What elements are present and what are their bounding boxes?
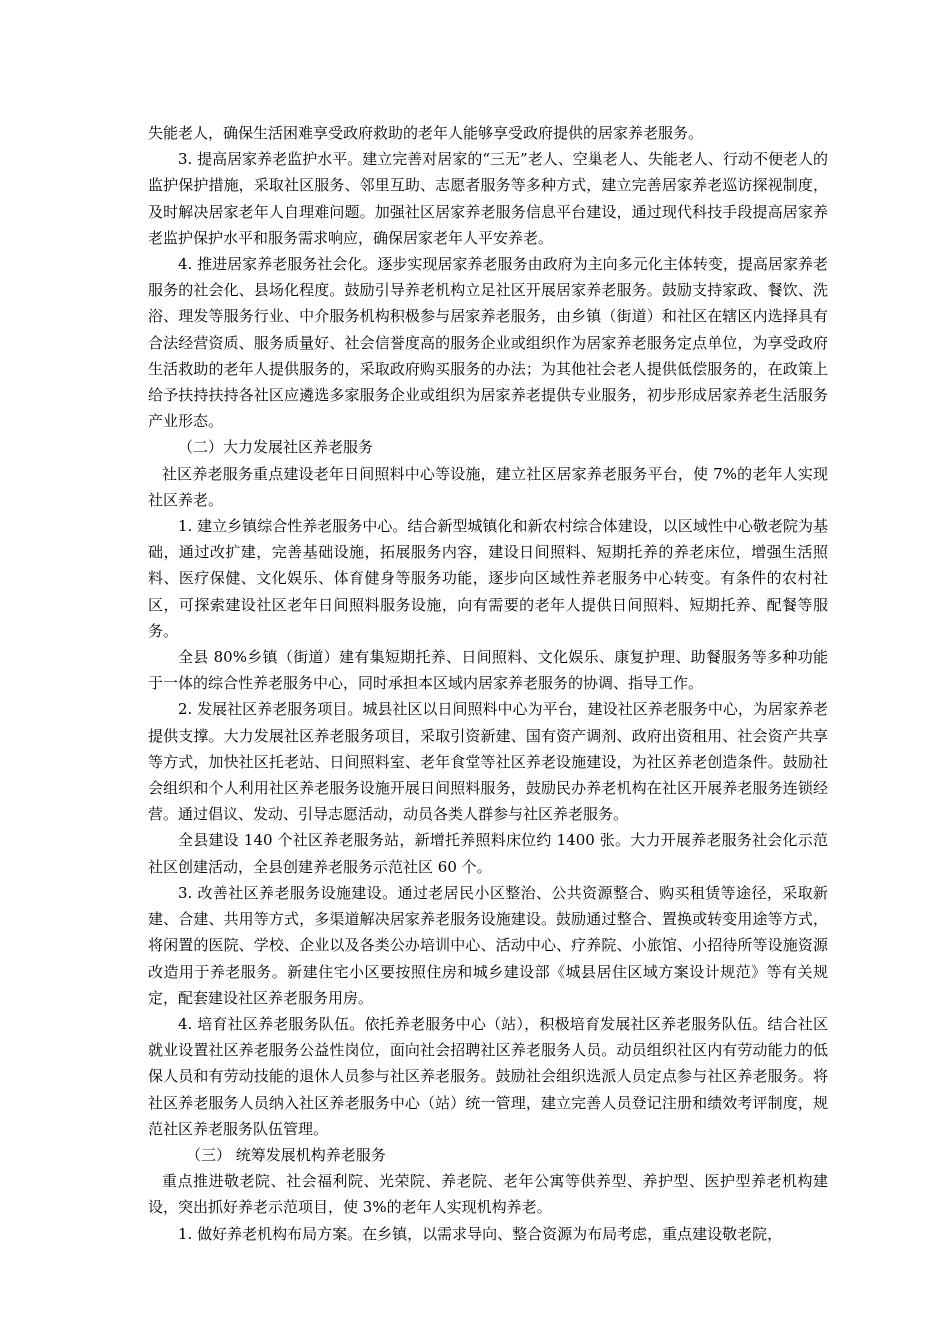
paragraph-item-3: 3. 提高居家养老监护水平。建立完善对居家的“三无”老人、空巢老人、失能老人、行动不便老人的监护保护措施，采取社区服务、邻里互助、志愿者服务等多种方式，建立完善居家养老巡访探视制度，及时解决居家老年人自理难问题。加强社区居家养老服务信息平台建设，通过现代科技手段提高居家养老监护保护水平和服务需求响应，确保居家老年人平安养老。 (148, 150, 828, 247)
paragraph-target: 全县建设 140 个社区养老服务站，新增托养照料床位约 1400 张。大力开展养老服务社会化示范社区创建活动，全县创建养老服务示范社区 60 个。 (148, 831, 828, 876)
paragraph-item-1: 1. 建立乡镇综合性养老服务中心。结合新型城镇化和新农村综合体建设，以区域性中心敬老院为基础，通过改扩建，完善基础设施，拓展服务内容，建设日间照料、短期托养的养老床位，增强生活照料、医疗保健、文化娱乐、体育健身等服务功能，逐步向区域性养老服务中心转变。有条件的农村社区，可探索建设社区老年日间照料服务设施，向有需要的老年人提供日间照料、短期托养、配餐等服务。 (148, 517, 828, 640)
paragraph-item-2: 2. 发展社区养老服务项目。城县社区以日间照料中心为平台，建设社区养老服务中心，为居家养老提供支撑。大力发展社区养老服务项目，采取引资新建、国有资产调剂、政府出资租用、社会资产共享等方式，加快社区托老站、日间照料室、老年食堂等社区养老设施建设，为社区养老创造条件。鼓励社会组织和个人利用社区养老服务设施开展日间照料服务，鼓励民办养老机构在社区开展养老服务连锁经营。通过倡议、发动、引导志愿活动，动员各类人群参与社区养老服务。 (148, 700, 828, 824)
paragraph-item-4: 4. 培育社区养老服务队伍。依托养老服务中心（站），积极培育发展社区养老服务队伍。结合社区就业设置社区养老服务公益性岗位，面向社会招聘社区养老服务人员。动员组织社区内有劳动能力的低保人员和有劳动技能的退休人员参与社区养老服务。鼓励社会组织选派人员定点参与社区养老服务。将社区养老服务人员纳入社区养老服务中心（站）统一管理，建立完善人员登记注册和绩效考评制度，规范社区养老服务队伍管理。 (148, 1014, 828, 1138)
paragraph-item-3: 3. 改善社区养老服务设施建设。通过老居民小区整治、公共资源整合、购买租赁等途径，采取新建、合建、共用等方式，多渠道解决居家养老服务设施建设。鼓励通过整合、置换或转变用途等方式，将闲置的医院、学校、企业以及各类公办培训中心、活动中心、疗养院、小旅馆、小招待所等设施资源改造用于养老服务。新建住宅小区要按照住房和城乡建设部《城县居住区域方案设计规范》等有关规定，配套建设社区养老服务用房。 (148, 883, 828, 1007)
section-heading-2: （二）大力发展社区养老服务 (178, 438, 374, 457)
paragraph-intro: 重点推进敬老院、社会福利院、光荣院、养老院、老年公寓等供养型、养护型、医护型养老机构建设，突出抓好养老示范项目，使 3%的老年人实现机构养老。 (148, 1172, 828, 1217)
paragraph: 失能老人，确保生活困难享受政府救助的老年人能够享受政府提供的居家养老服务。 (148, 124, 704, 142)
document-page (148, 120, 828, 1247)
paragraph-target: 全县 80%乡镇（街道）建有集短期托养、日间照料、文化娱乐、康复护理、助餐服务等多种功能于一体的综合性养老服务中心，同时承担本区域内居家养老服务的协调、指导工作。 (148, 648, 828, 693)
paragraph-intro: 社区养老服务重点建设老年日间照料中心等设施，建立社区居家养老服务平台，使 7%的老年人实现社区养老。 (148, 464, 828, 509)
paragraph-item-4: 4. 推进居家养老服务社会化。逐步实现居家养老服务由政府为主向多元化主体转变，提高居家养老服务的社会化、县场化程度。鼓励引导养老机构立足社区开展居家养老服务。鼓励支持家政、餐饮、洗浴、理发等服务行业、中介服务机构积极参与居家养老服务，由乡镇（街道）和社区在辖区内选择具有合法经营资质、服务质量好、社会信誉度高的服务企业或组织作为居家养老服务定点单位，为享受政府生活救助的老年人提供服务的，采取政府购买服务的办法；为其他社会老人提供低偿服务的，在政策上给予扶持扶持各社区应遴选多家服务企业或组织为居家养老提供专业服务，初步形成居家养老生活服务产业形态。 (148, 255, 828, 431)
paragraph-item-1: 1. 做好养老机构布局方案。在乡镇，以需求导向、整合资源为布局考虑，重点建设敬老院， (178, 1224, 783, 1243)
section-heading-3: （三） 统筹发展机构养老服务 (186, 1145, 386, 1164)
